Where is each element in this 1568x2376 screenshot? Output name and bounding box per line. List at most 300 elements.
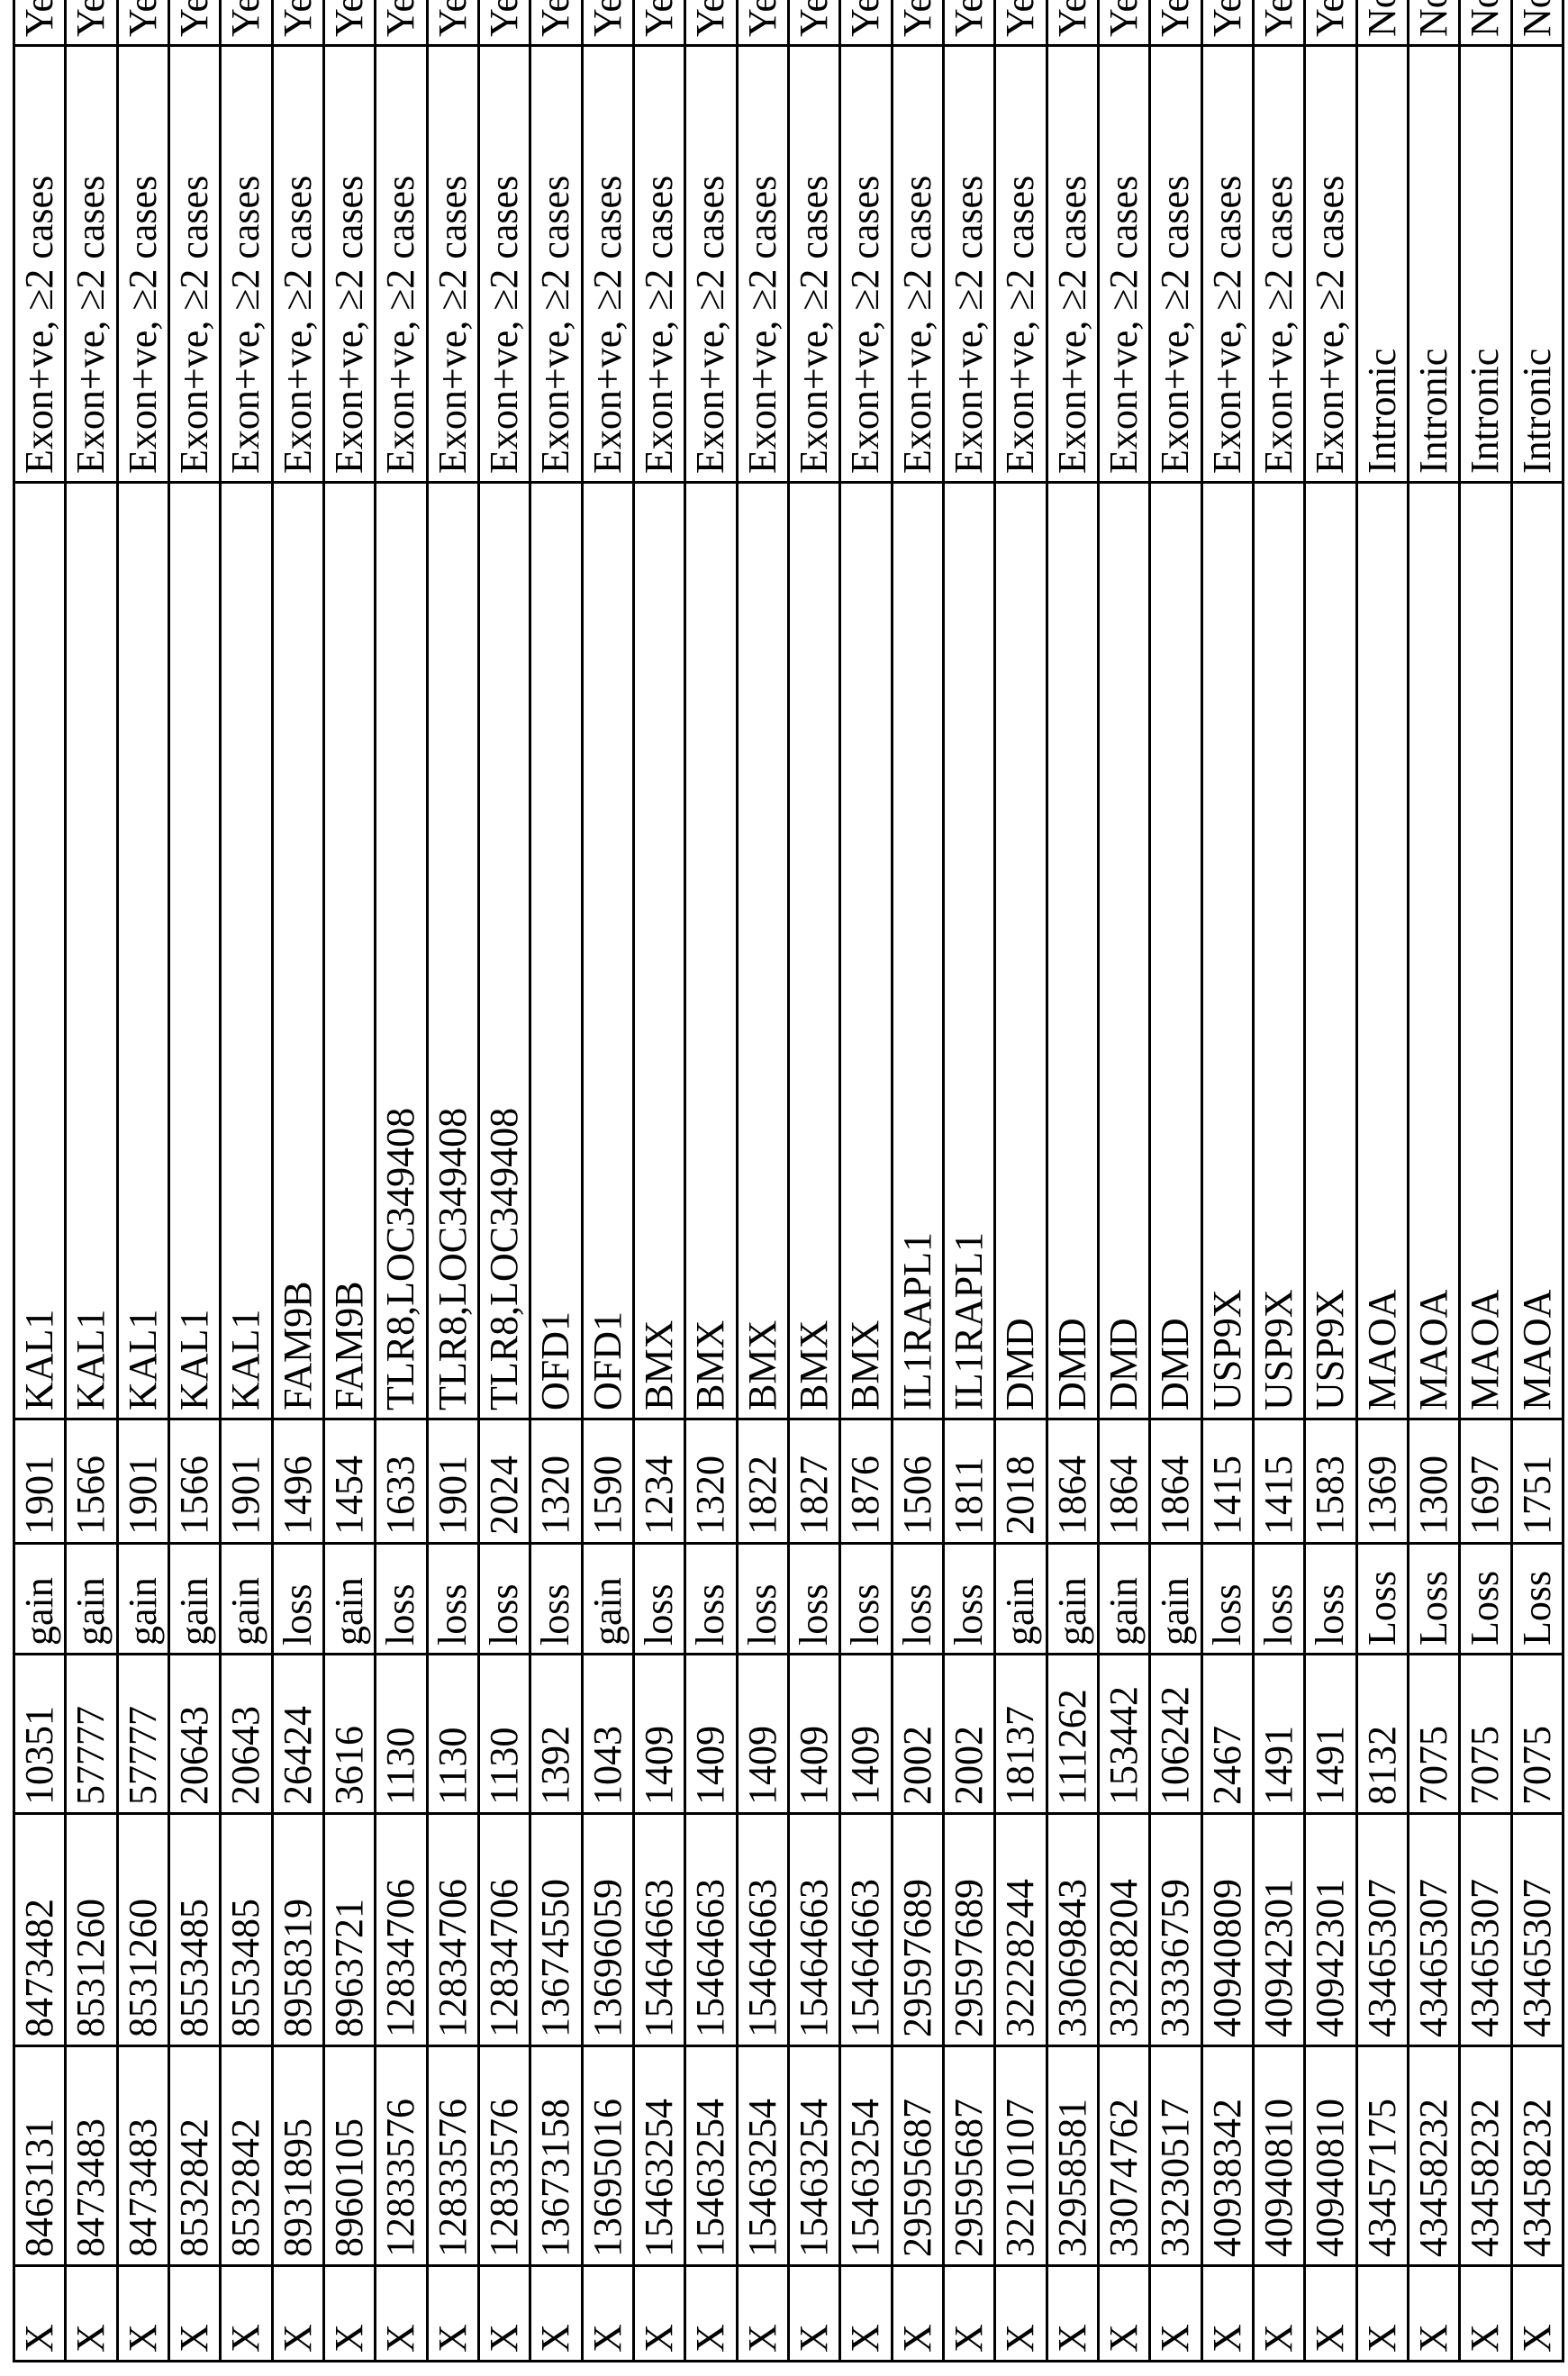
cell-gene: DMD: [995, 483, 1047, 1419]
cell-category: Exon+ve, ≥2 cases: [323, 46, 375, 483]
cell-chromosome: X: [323, 2266, 375, 2362]
cell-category: Intronic: [1460, 46, 1511, 483]
cell-flag: No: [1511, 0, 1563, 46]
cell-end: 40940809: [1201, 1814, 1253, 2046]
cell-probes: 1506: [892, 1419, 943, 1544]
rotated-table-page: [13, 13, 1564, 2362]
cell-type: gain: [1098, 1544, 1149, 1655]
cell-chromosome: X: [1098, 2266, 1149, 2362]
cell-start: 8463131: [14, 2046, 66, 2266]
cell-flag: Yes: [892, 0, 943, 46]
cell-start: 12833576: [427, 2046, 478, 2266]
cell-flag: Yes: [685, 0, 737, 46]
cell-probes: 1901: [14, 1419, 66, 1544]
cell-size: 1130: [376, 1655, 427, 1814]
cell-type: loss: [737, 1544, 788, 1655]
cell-gene: MAOA: [1408, 483, 1459, 1419]
cell-probes: 1864: [1150, 1419, 1201, 1544]
cell-flag: Yes: [1047, 0, 1098, 46]
cell-type: gain: [66, 1544, 117, 1655]
cnv-table: [13, 0, 1564, 2362]
table-row: [633, 0, 684, 2362]
table-row: [323, 0, 375, 2362]
cell-gene: FAM9B: [323, 483, 375, 1419]
cell-probes: 1566: [168, 1419, 220, 1544]
cell-start: 15463254: [788, 2046, 839, 2266]
cell-probes: 1751: [1511, 1419, 1563, 1544]
cell-flag: Yes: [117, 0, 168, 46]
cell-chromosome: X: [582, 2266, 633, 2362]
table-row: [14, 0, 66, 2362]
cell-start: 8960105: [323, 2046, 375, 2266]
cell-probes: 1811: [943, 1419, 994, 1544]
cell-chromosome: X: [840, 2266, 892, 2362]
cell-chromosome: X: [1150, 2266, 1201, 2362]
cell-probes: 1234: [633, 1419, 684, 1544]
cell-gene: BMX: [840, 483, 892, 1419]
cell-start: 40938342: [1201, 2046, 1253, 2266]
cell-size: 1491: [1253, 1655, 1304, 1814]
cell-start: 32958581: [1047, 2046, 1098, 2266]
cell-type: loss: [788, 1544, 839, 1655]
cell-probes: 1320: [685, 1419, 737, 1544]
cell-gene: KAL1: [117, 483, 168, 1419]
cell-end: 33069843: [1047, 1814, 1098, 2046]
cell-size: 1392: [530, 1655, 582, 1814]
cell-gene: FAM9B: [272, 483, 323, 1419]
cell-probes: 1697: [1460, 1419, 1511, 1544]
cell-end: 40942301: [1305, 1814, 1356, 2046]
cell-category: Exon+ve, ≥2 cases: [633, 46, 684, 483]
cell-gene: USP9X: [1305, 483, 1356, 1419]
cell-type: gain: [1047, 1544, 1098, 1655]
cell-end: 15464663: [685, 1814, 737, 2046]
cell-type: loss: [478, 1544, 530, 1655]
cell-probes: 1496: [272, 1419, 323, 1544]
cell-gene: KAL1: [221, 483, 272, 1419]
cell-size: 2002: [943, 1655, 994, 1814]
cell-size: 7075: [1460, 1655, 1511, 1814]
cell-probes: 2018: [995, 1419, 1047, 1544]
cell-flag: Yes: [66, 0, 117, 46]
table-row: [1408, 0, 1459, 2362]
cell-category: Exon+ve, ≥2 cases: [1253, 46, 1304, 483]
cell-flag: Yes: [633, 0, 684, 46]
cell-end: 8963721: [323, 1814, 375, 2046]
cell-size: 7075: [1408, 1655, 1459, 1814]
cell-flag: Yes: [1305, 0, 1356, 46]
cell-chromosome: X: [478, 2266, 530, 2362]
cell-size: 153442: [1098, 1655, 1149, 1814]
cell-gene: TLR8,LOC349408: [376, 483, 427, 1419]
cell-start: 12833576: [478, 2046, 530, 2266]
cell-gene: IL1RAPL1: [943, 483, 994, 1419]
cell-gene: BMX: [685, 483, 737, 1419]
cell-start: 12833576: [376, 2046, 427, 2266]
table-row: [530, 0, 582, 2362]
cell-chromosome: X: [221, 2266, 272, 2362]
cell-chromosome: X: [685, 2266, 737, 2362]
table-row: [221, 0, 272, 2362]
cell-end: 12834706: [427, 1814, 478, 2046]
table-row: [788, 0, 839, 2362]
cell-end: 33336759: [1150, 1814, 1201, 2046]
table-row: [1305, 0, 1356, 2362]
cell-type: loss: [272, 1544, 323, 1655]
cell-type: Loss: [1356, 1544, 1408, 1655]
cell-category: Intronic: [1511, 46, 1563, 483]
cell-size: 7075: [1511, 1655, 1563, 1814]
cell-chromosome: X: [1408, 2266, 1459, 2362]
cell-category: Exon+ve, ≥2 cases: [14, 46, 66, 483]
table-row: [66, 0, 117, 2362]
cell-category: Exon+ve, ≥2 cases: [995, 46, 1047, 483]
cell-gene: USP9X: [1253, 483, 1304, 1419]
cell-end: 15464663: [840, 1814, 892, 2046]
cell-type: loss: [427, 1544, 478, 1655]
cell-size: 1043: [582, 1655, 633, 1814]
cell-category: Exon+ve, ≥2 cases: [1047, 46, 1098, 483]
cell-category: Exon+ve, ≥2 cases: [427, 46, 478, 483]
cell-category: Exon+ve, ≥2 cases: [117, 46, 168, 483]
cell-type: gain: [221, 1544, 272, 1655]
cell-gene: MAOA: [1511, 483, 1563, 1419]
cell-size: 57777: [66, 1655, 117, 1814]
cell-end: 12834706: [478, 1814, 530, 2046]
cell-type: loss: [943, 1544, 994, 1655]
cell-type: loss: [685, 1544, 737, 1655]
table-row: [582, 0, 633, 2362]
cell-type: loss: [633, 1544, 684, 1655]
cell-end: 8531260: [66, 1814, 117, 2046]
cell-flag: Yes: [168, 0, 220, 46]
cell-category: Exon+ve, ≥2 cases: [685, 46, 737, 483]
cell-chromosome: X: [633, 2266, 684, 2362]
cell-start: 13695016: [582, 2046, 633, 2266]
cell-chromosome: X: [1356, 2266, 1408, 2362]
cell-probes: 1320: [530, 1419, 582, 1544]
cell-start: 8532842: [168, 2046, 220, 2266]
table-row: [995, 0, 1047, 2362]
cell-probes: 1454: [323, 1419, 375, 1544]
cell-category: Exon+ve, ≥2 cases: [1305, 46, 1356, 483]
cell-start: 33230517: [1150, 2046, 1201, 2266]
table-row: [1150, 0, 1201, 2362]
cell-flag: No: [1408, 0, 1459, 46]
cell-chromosome: X: [1460, 2266, 1511, 2362]
cell-gene: IL1RAPL1: [892, 483, 943, 1419]
cell-start: 43457175: [1356, 2046, 1408, 2266]
cell-chromosome: X: [892, 2266, 943, 2362]
table-row: [376, 0, 427, 2362]
cell-start: 15463254: [633, 2046, 684, 2266]
cell-flag: Yes: [1098, 0, 1149, 46]
cell-end: 32228244: [995, 1814, 1047, 2046]
cell-start: 8473483: [117, 2046, 168, 2266]
cell-start: 43458232: [1511, 2046, 1563, 2266]
cell-category: Exon+ve, ≥2 cases: [840, 46, 892, 483]
cell-probes: 1590: [582, 1419, 633, 1544]
cell-end: 12834706: [376, 1814, 427, 2046]
cell-type: loss: [1201, 1544, 1253, 1655]
cell-gene: BMX: [788, 483, 839, 1419]
cell-chromosome: X: [530, 2266, 582, 2362]
cell-chromosome: X: [376, 2266, 427, 2362]
cell-end: 43465307: [1356, 1814, 1408, 2046]
cell-category: Exon+ve, ≥2 cases: [376, 46, 427, 483]
cell-type: gain: [117, 1544, 168, 1655]
cell-category: Exon+ve, ≥2 cases: [530, 46, 582, 483]
cell-size: 26424: [272, 1655, 323, 1814]
cell-type: gain: [582, 1544, 633, 1655]
table-body: [14, 0, 1563, 2362]
cell-chromosome: X: [1511, 2266, 1563, 2362]
cell-size: 1130: [478, 1655, 530, 1814]
cell-end: 29597689: [892, 1814, 943, 2046]
cell-flag: Yes: [788, 0, 839, 46]
cell-end: 8553485: [221, 1814, 272, 2046]
cell-size: 1409: [633, 1655, 684, 1814]
cell-probes: 1415: [1201, 1419, 1253, 1544]
cell-chromosome: X: [1253, 2266, 1304, 2362]
cell-probes: 1369: [1356, 1419, 1408, 1544]
cell-category: Exon+ve, ≥2 cases: [892, 46, 943, 483]
cell-start: 8931895: [272, 2046, 323, 2266]
cell-gene: OFD1: [582, 483, 633, 1419]
cell-gene: KAL1: [14, 483, 66, 1419]
table-row: [1047, 0, 1098, 2362]
cell-gene: KAL1: [168, 483, 220, 1419]
table-row: [943, 0, 994, 2362]
cell-probes: 1876: [840, 1419, 892, 1544]
cell-gene: MAOA: [1460, 483, 1511, 1419]
cell-flag: No: [1460, 0, 1511, 46]
cell-chromosome: X: [737, 2266, 788, 2362]
cell-gene: DMD: [1047, 483, 1098, 1419]
cell-category: Intronic: [1356, 46, 1408, 483]
cell-probes: 1864: [1098, 1419, 1149, 1544]
cell-flag: Yes: [478, 0, 530, 46]
cell-start: 32210107: [995, 2046, 1047, 2266]
cell-end: 15464663: [633, 1814, 684, 2046]
cell-flag: Yes: [272, 0, 323, 46]
table-row: [1098, 0, 1149, 2362]
table-row: [168, 0, 220, 2362]
cell-end: 8958319: [272, 1814, 323, 2046]
cell-flag: Yes: [943, 0, 994, 46]
table-row: [1201, 0, 1253, 2362]
cell-start: 15463254: [737, 2046, 788, 2266]
cell-start: 43458232: [1460, 2046, 1511, 2266]
cell-size: 3616: [323, 1655, 375, 1814]
cell-chromosome: X: [1047, 2266, 1098, 2362]
cell-end: 15464663: [788, 1814, 839, 2046]
cell-flag: No: [1356, 0, 1408, 46]
cell-start: 15463254: [685, 2046, 737, 2266]
cell-category: Exon+ve, ≥2 cases: [943, 46, 994, 483]
cell-chromosome: X: [66, 2266, 117, 2362]
cell-start: 40940810: [1253, 2046, 1304, 2266]
cell-category: Intronic: [1408, 46, 1459, 483]
cell-chromosome: X: [117, 2266, 168, 2362]
cell-end: 13674550: [530, 1814, 582, 2046]
cell-gene: TLR8,LOC349408: [478, 483, 530, 1419]
cell-type: gain: [1150, 1544, 1201, 1655]
cell-gene: DMD: [1098, 483, 1149, 1419]
cell-end: 40942301: [1253, 1814, 1304, 2046]
table-row: [892, 0, 943, 2362]
cell-size: 8132: [1356, 1655, 1408, 1814]
cell-start: 43458232: [1408, 2046, 1459, 2266]
table-row: [117, 0, 168, 2362]
cell-size: 10351: [14, 1655, 66, 1814]
cell-end: 43465307: [1460, 1814, 1511, 2046]
cell-type: loss: [1305, 1544, 1356, 1655]
cell-probes: 1901: [221, 1419, 272, 1544]
cell-flag: Yes: [323, 0, 375, 46]
cell-chromosome: X: [995, 2266, 1047, 2362]
cell-chromosome: X: [427, 2266, 478, 2362]
cell-category: Exon+ve, ≥2 cases: [1098, 46, 1149, 483]
cell-type: loss: [840, 1544, 892, 1655]
cell-category: Exon+ve, ≥2 cases: [168, 46, 220, 483]
table-row: [1511, 0, 1563, 2362]
cell-size: 1409: [840, 1655, 892, 1814]
cell-chromosome: X: [1201, 2266, 1253, 2362]
cell-probes: 2024: [478, 1419, 530, 1544]
cell-flag: Yes: [221, 0, 272, 46]
cell-flag: Yes: [376, 0, 427, 46]
cell-probes: 1300: [1408, 1419, 1459, 1544]
table-row: [272, 0, 323, 2362]
cell-gene: KAL1: [66, 483, 117, 1419]
cell-flag: Yes: [582, 0, 633, 46]
cell-probes: 1901: [117, 1419, 168, 1544]
cell-type: Loss: [1460, 1544, 1511, 1655]
cell-category: Exon+ve, ≥2 cases: [221, 46, 272, 483]
cell-gene: MAOA: [1356, 483, 1408, 1419]
cell-start: 29595687: [892, 2046, 943, 2266]
cell-gene: BMX: [633, 483, 684, 1419]
cell-probes: 1583: [1305, 1419, 1356, 1544]
cell-type: gain: [14, 1544, 66, 1655]
cell-flag: Yes: [1253, 0, 1304, 46]
cell-start: 8532842: [221, 2046, 272, 2266]
cell-size: 2467: [1201, 1655, 1253, 1814]
cell-start: 15463254: [840, 2046, 892, 2266]
cell-type: Loss: [1408, 1544, 1459, 1655]
cell-category: Exon+ve, ≥2 cases: [737, 46, 788, 483]
cell-type: gain: [995, 1544, 1047, 1655]
cell-flag: Yes: [840, 0, 892, 46]
cell-end: 43465307: [1511, 1814, 1563, 2046]
cell-chromosome: X: [943, 2266, 994, 2362]
cell-end: 29597689: [943, 1814, 994, 2046]
cell-chromosome: X: [14, 2266, 66, 2362]
cell-type: loss: [376, 1544, 427, 1655]
cell-end: 8473482: [14, 1814, 66, 2046]
cell-gene: DMD: [1150, 483, 1201, 1419]
cell-size: 111262: [1047, 1655, 1098, 1814]
cell-end: 43465307: [1408, 1814, 1459, 2046]
cell-chromosome: X: [272, 2266, 323, 2362]
cell-size: 106242: [1150, 1655, 1201, 1814]
cell-end: 8553485: [168, 1814, 220, 2046]
table-row: [737, 0, 788, 2362]
cell-type: loss: [1253, 1544, 1304, 1655]
cell-flag: Yes: [14, 0, 66, 46]
cell-size: 20643: [168, 1655, 220, 1814]
cell-type: loss: [530, 1544, 582, 1655]
cell-start: 8473483: [66, 2046, 117, 2266]
cell-chromosome: X: [168, 2266, 220, 2362]
cell-probes: 1864: [1047, 1419, 1098, 1544]
cell-type: gain: [168, 1544, 220, 1655]
cell-end: 33228204: [1098, 1814, 1149, 2046]
table-row: [1460, 0, 1511, 2362]
cell-start: 29595687: [943, 2046, 994, 2266]
cell-flag: Yes: [737, 0, 788, 46]
cell-flag: Yes: [1201, 0, 1253, 46]
cell-size: 1491: [1305, 1655, 1356, 1814]
cell-gene: USP9X: [1201, 483, 1253, 1419]
cell-start: 33074762: [1098, 2046, 1149, 2266]
cell-chromosome: X: [1305, 2266, 1356, 2362]
cell-flag: Yes: [995, 0, 1047, 46]
cell-size: 18137: [995, 1655, 1047, 1814]
cell-end: 8531260: [117, 1814, 168, 2046]
cell-gene: OFD1: [530, 483, 582, 1419]
table-row: [840, 0, 892, 2362]
cell-probes: 1827: [788, 1419, 839, 1544]
cell-type: Loss: [1511, 1544, 1563, 1655]
cell-start: 40940810: [1305, 2046, 1356, 2266]
cell-size: 20643: [221, 1655, 272, 1814]
cell-category: Exon+ve, ≥2 cases: [66, 46, 117, 483]
cell-probes: 1566: [66, 1419, 117, 1544]
cell-end: 13696059: [582, 1814, 633, 2046]
cell-size: 1409: [685, 1655, 737, 1814]
cell-type: loss: [892, 1544, 943, 1655]
cell-category: Exon+ve, ≥2 cases: [478, 46, 530, 483]
table-row: [427, 0, 478, 2362]
cell-flag: Yes: [427, 0, 478, 46]
cell-end: 15464663: [737, 1814, 788, 2046]
cell-probes: 1415: [1253, 1419, 1304, 1544]
cell-probes: 1633: [376, 1419, 427, 1544]
cell-size: 1130: [427, 1655, 478, 1814]
cell-size: 1409: [737, 1655, 788, 1814]
cell-category: Exon+ve, ≥2 cases: [1150, 46, 1201, 483]
cell-gene: TLR8,LOC349408: [427, 483, 478, 1419]
cell-start: 13673158: [530, 2046, 582, 2266]
cell-flag: Yes: [530, 0, 582, 46]
table-row: [1253, 0, 1304, 2362]
cell-probes: 1901: [427, 1419, 478, 1544]
cell-flag: Yes: [1150, 0, 1201, 46]
table-row: [478, 0, 530, 2362]
cell-size: 2002: [892, 1655, 943, 1814]
cell-gene: BMX: [737, 483, 788, 1419]
cell-category: Exon+ve, ≥2 cases: [788, 46, 839, 483]
cell-category: Exon+ve, ≥2 cases: [272, 46, 323, 483]
cell-size: 57777: [117, 1655, 168, 1814]
cell-category: Exon+ve, ≥2 cases: [582, 46, 633, 483]
cell-type: gain: [323, 1544, 375, 1655]
cell-chromosome: X: [788, 2266, 839, 2362]
cell-probes: 1822: [737, 1419, 788, 1544]
table-row: [685, 0, 737, 2362]
